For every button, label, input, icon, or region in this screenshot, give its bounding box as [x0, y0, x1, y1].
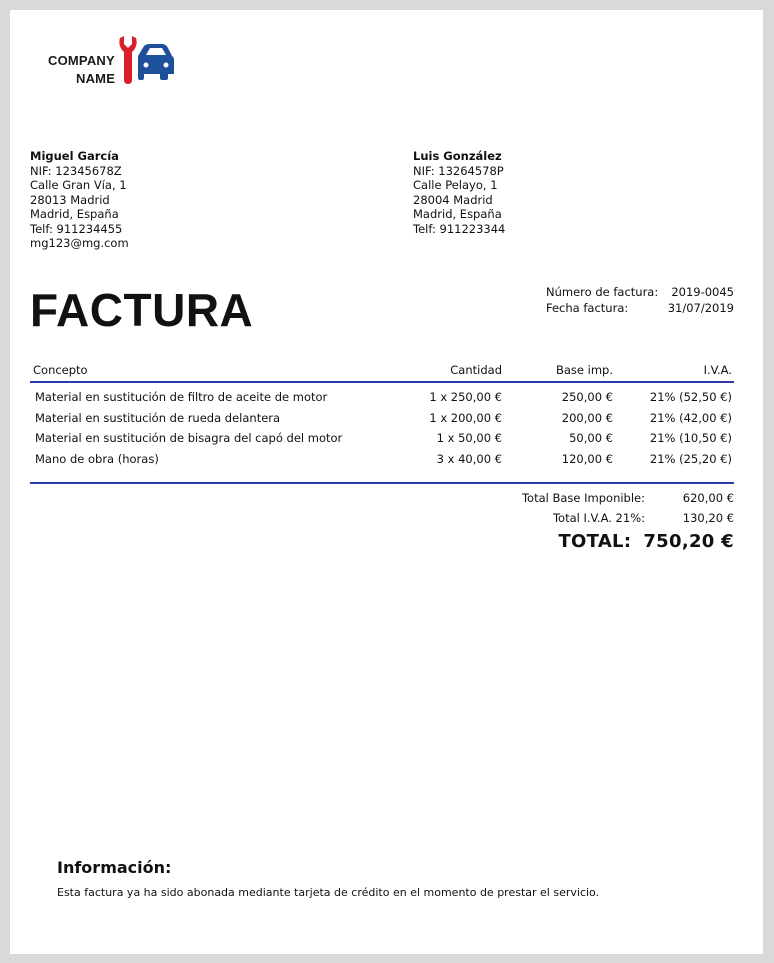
row-concepto: Material en sustitución de filtro de aceite de motor: [35, 390, 328, 404]
header-cantidad: Cantidad: [450, 363, 502, 377]
totals-block: [522, 488, 734, 554]
client-postal: 28004 Madrid: [413, 192, 493, 207]
total-base-value: 620,00 €: [682, 491, 734, 505]
grand-total-label: TOTAL:: [558, 530, 632, 552]
row-iva: 21% (42,00 €): [649, 410, 732, 425]
logo-line-2: NAME: [76, 71, 116, 86]
line-items-table: [30, 360, 734, 469]
client-city: Madrid, España: [413, 207, 502, 221]
grand-total-value: 750,20 €: [643, 530, 734, 552]
client-name: Luis González: [413, 149, 502, 163]
row-iva: 21% (10,50 €): [649, 431, 732, 445]
invoice-meta: [546, 284, 734, 316]
logo-line-1: COMPANY: [48, 53, 115, 68]
issuer-email: mg123@mg.com: [30, 236, 129, 250]
row-base: 250,00 €: [561, 390, 613, 404]
row-base: 50,00 €: [569, 431, 613, 445]
header-iva: I.V.A.: [703, 363, 732, 377]
invoice-number-value: 2019-0045: [671, 285, 734, 299]
invoice-date-label: Fecha factura:: [546, 301, 629, 315]
table-header: [30, 360, 734, 383]
issuer-nif: NIF: 12345678Z: [30, 163, 122, 178]
table-row: [30, 449, 734, 470]
issuer-postal: 28013 Madrid: [30, 192, 110, 207]
client-address: Calle Pelayo, 1: [413, 178, 498, 192]
row-cantidad: 1 x 200,00 €: [429, 410, 502, 425]
client-nif: NIF: 13264578P: [413, 163, 504, 178]
row-iva: 21% (25,20 €): [649, 451, 732, 466]
client-block: [413, 149, 505, 236]
table-row: [30, 408, 734, 429]
row-cantidad: 1 x 250,00 €: [429, 390, 502, 404]
row-concepto: Mano de obra (horas): [35, 451, 159, 466]
row-concepto: Material en sustitución de rueda delantera: [35, 410, 281, 425]
issuer-phone: Telf: 911234455: [30, 221, 123, 236]
table-row: [30, 428, 734, 449]
client-phone: Telf: 911223344: [413, 221, 506, 236]
issuer-block: [30, 149, 129, 251]
issuer-city: Madrid, España: [30, 207, 119, 221]
row-iva: 21% (52,50 €): [649, 390, 732, 404]
invoice-page: [10, 10, 763, 954]
issuer-address: Calle Gran Vía, 1: [30, 178, 127, 192]
total-base-label: Total Base Imponible:: [521, 491, 645, 505]
header-base: Base imp.: [555, 363, 613, 377]
table-bottom-rule: [30, 482, 734, 484]
invoice-number-label: Número de factura:: [546, 285, 659, 299]
row-base: 120,00 €: [561, 451, 613, 466]
document-title: FACTURA: [30, 284, 254, 336]
row-base: 200,00 €: [561, 410, 613, 425]
header-concepto: Concepto: [33, 363, 88, 377]
issuer-name: Miguel García: [30, 149, 119, 163]
total-iva-label: Total I.V.A. 21%:: [552, 511, 645, 525]
row-cantidad: 1 x 50,00 €: [436, 431, 502, 445]
invoice-date-value: 31/07/2019: [667, 301, 734, 315]
table-row: [30, 387, 734, 408]
info-text: Esta factura ya ha sido abonada mediante tarjeta de crédito en el momento de prestar el servicio.: [57, 886, 600, 899]
total-iva-value: 130,20 €: [682, 511, 734, 525]
row-cantidad: 3 x 40,00 €: [436, 451, 502, 466]
row-concepto: Material en sustitución de bisagra del capó del motor: [35, 431, 343, 445]
company-logo: [46, 34, 176, 98]
info-heading: Información:: [57, 858, 172, 877]
